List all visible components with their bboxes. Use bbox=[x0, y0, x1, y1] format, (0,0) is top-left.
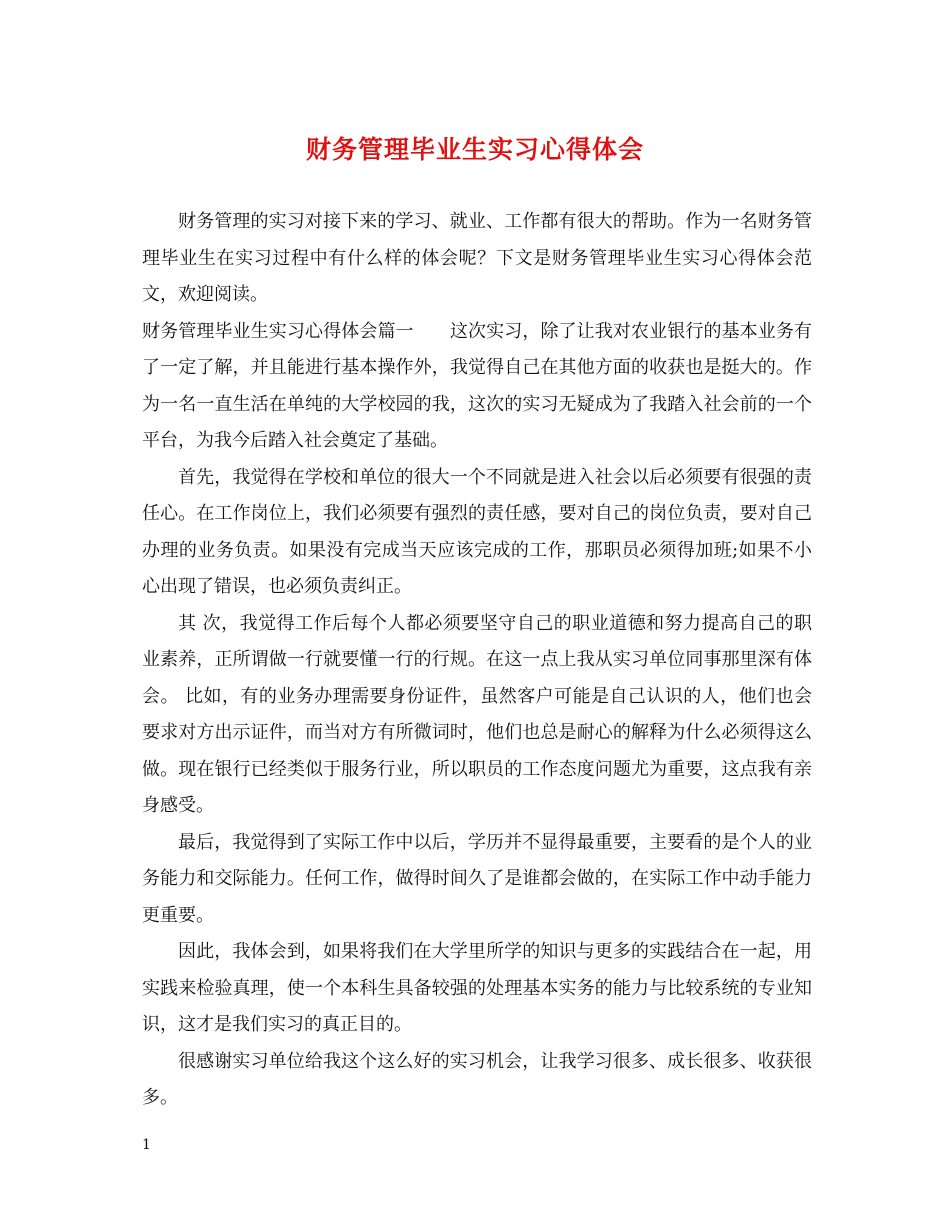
paragraph-part-one: 财务管理毕业生实习心得体会篇一 这次实习，除了让我对农业银行的基本业务有了一定了解，并且能进行基本操作外，我觉得自己在其他方面的收获也是挺大的。作为一名一直生活在单纯的大学校园的我，这次的实习无疑成为了我踏入社会前的一个平台，为我今后踏入社会奠定了基础。 bbox=[142, 320, 812, 451]
paragraph-conclusion: 因此，我体会到，如果将我们在大学里所学的知识与更多的实践结合在一起，用实践来检验真理，使一个本科生具备较强的处理基本实务的能力与比较系统的专业知识，这才是我们实习的真正目的。 bbox=[142, 941, 812, 1035]
paragraph-thanks: 很感谢实习单位给我这个这么好的实习机会，让我学习很多、成长很多、收获很多。 bbox=[142, 1050, 812, 1108]
paragraph-intro: 财务管理的实习对接下来的学习、就业、工作都有很大的帮助。作为一名财务管理毕业生在实习过程中有什么样的体会呢？下文是财务管理毕业生实习心得体会范文，欢迎阅读。 bbox=[142, 211, 812, 305]
document-title: 财务管理毕业生实习心得体会 bbox=[305, 135, 644, 164]
page-number: 1 bbox=[142, 1137, 151, 1153]
paragraph-first-point: 首先，我觉得在学校和单位的很大一个不同就是进入社会以后必须要有很强的责任心。在工作岗位上，我们必须要有强烈的责任感，要对自己的岗位负责，要对自己办理的业务负责。如果没有完成当天应该完成的工作，那职员必须得加班;如果不小心出现了错误，也必须负责纠正。 bbox=[142, 466, 812, 597]
document-body bbox=[142, 204, 812, 1117]
paragraph-last-point: 最后，我觉得到了实际工作中以后，学历并不显得最重要，主要看的是个人的业务能力和交际能力。任何工作，做得时间久了是谁都会做的，在实际工作中动手能力更重要。 bbox=[142, 831, 812, 926]
paragraph-second-point: 其 次，我觉得工作后每个人都必须要坚守自己的职业道德和努力提高自己的职业素养，正所谓做一行就要懂一行的行规。在这一点上我从实习单位同事那里深有体会。 比如，有的业务办理需要身份证件，虽然客户可能是自己认识的人，他们也会要求对方出示证件，而当对方有所微词时，他们也总是耐心的解释为什么必须得这么 做。现在银行已经类似于服务行业，所以职员的工作态度问题尤为重要，这点我有亲身感受。 bbox=[142, 612, 812, 816]
